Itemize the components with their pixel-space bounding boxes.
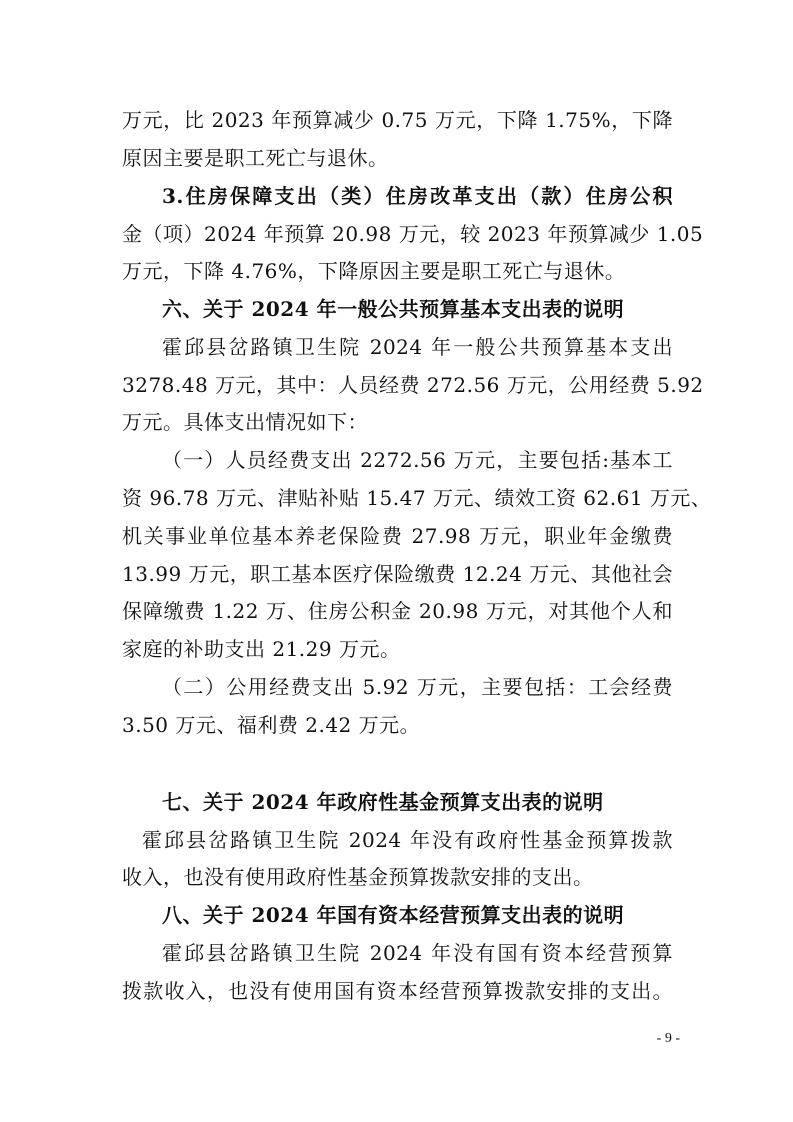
paragraph-line: （二）公用经费支出 5.92 万元，主要包括：工会经费 xyxy=(162,675,673,699)
paragraph-line: 拨款收入，也没有使用国有资本经营预算拨款安排的支出。 xyxy=(122,979,673,1003)
paragraph-line: 原因主要是职工死亡与退休。 xyxy=(122,146,389,170)
paragraph-line: 霍邱县岔路镇卫生院 2024 年没有政府性基金预算拨款 xyxy=(142,828,673,852)
paragraph-line: 家庭的补助支出 21.29 万元。 xyxy=(122,637,401,661)
paragraph-line: （一）人员经费支出 2272.56 万元，主要包括:基本工 xyxy=(162,448,673,472)
paragraph-line: 3.50 万元、福利费 2.42 万元。 xyxy=(122,713,421,737)
paragraph-line: 机关事业单位基本养老保险费 27.98 万元，职业年金缴费 xyxy=(122,524,673,548)
paragraph-line: 3278.48 万元，其中：人员经费 272.56 万元，公用经费 5.92 xyxy=(122,373,704,397)
paragraph-line: 金（项）2024 年预算 20.98 万元，较 2023 年预算减少 1.05 xyxy=(122,222,704,246)
paragraph-line: 保障缴费 1.22 万、住房公积金 20.98 万元，对其他个人和 xyxy=(122,599,673,623)
paragraph-line: 13.99 万元，职工基本医疗保险缴费 12.24 万元、其他社会 xyxy=(122,562,673,586)
paragraph-line: 收入，也没有使用政府性基金预算拨款安排的支出。 xyxy=(122,865,594,889)
section-heading: 六、关于 2024 年一般公共预算基本支出表的说明 xyxy=(162,297,625,321)
section-heading: 八、关于 2024 年国有资本经营预算支出表的说明 xyxy=(162,903,625,927)
paragraph-line: 万元，下降 4.76%，下降原因主要是职工死亡与退休。 xyxy=(122,259,626,283)
paragraph-line: 万元。具体支出情况如下： xyxy=(122,410,368,434)
paragraph-line: 万元，比 2023 年预算减少 0.75 万元，下降 1.75%，下降 xyxy=(122,108,673,132)
paragraph-line: 霍邱县岔路镇卫生院 2024 年没有国有资本经营预算 xyxy=(162,941,673,965)
section-heading: 七、关于 2024 年政府性基金预算支出表的说明 xyxy=(162,790,604,814)
page-number: - 9 - xyxy=(656,1031,680,1046)
subsection-heading: 3.住房保障支出（类）住房改革支出（款）住房公积 xyxy=(162,184,673,208)
paragraph-line: 资 96.78 万元、津贴补贴 15.47 万元、绩效工资 62.61 万元、 xyxy=(122,486,712,510)
paragraph-line: 霍邱县岔路镇卫生院 2024 年一般公共预算基本支出 xyxy=(162,335,673,359)
